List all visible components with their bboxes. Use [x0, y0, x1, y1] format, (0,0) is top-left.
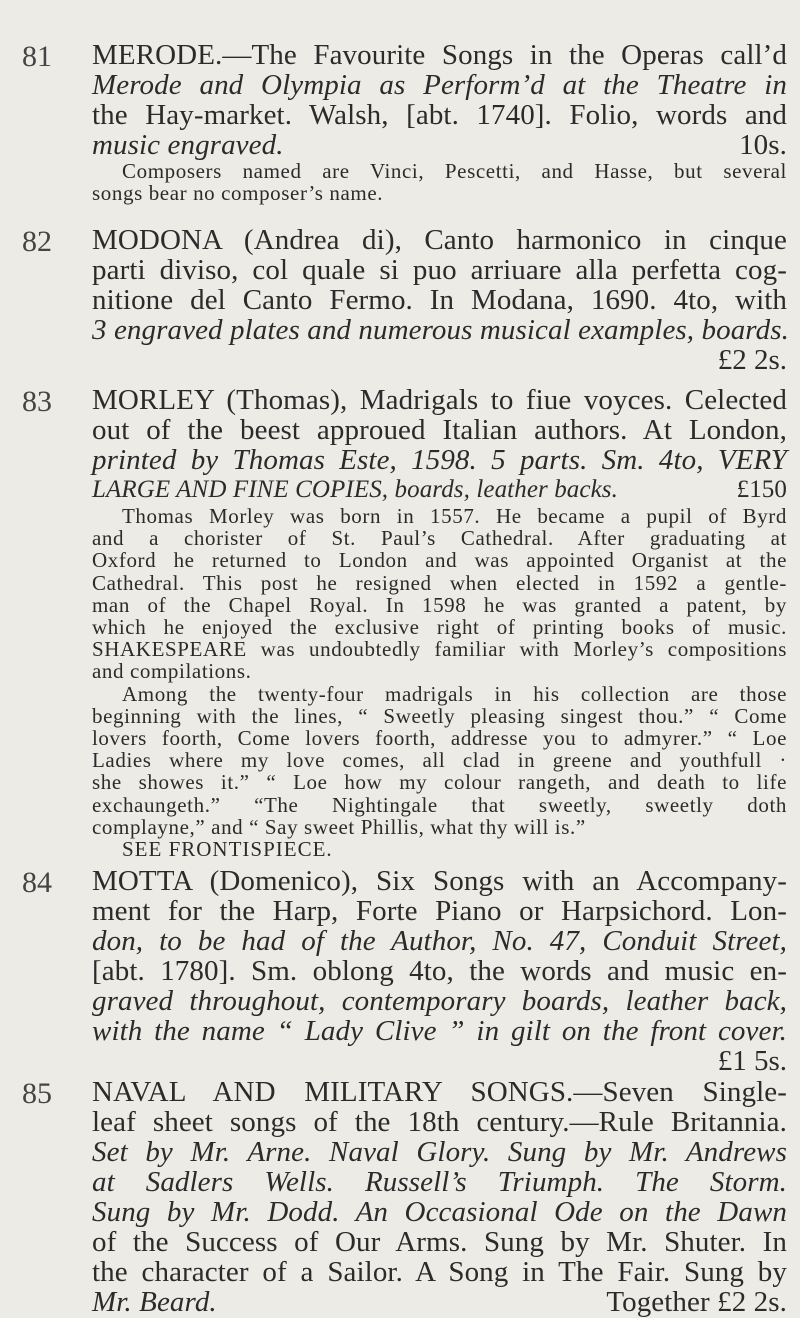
note-line: Among the twenty-four madrigals in his collection are those [122, 681, 787, 706]
lot-number: 82 [22, 225, 52, 258]
note-line: beginning with the lines, “ Sweetly pleasing singest thou.” “ Come [92, 703, 787, 728]
price: 10s. [739, 129, 787, 161]
description-line-with-price [92, 130, 787, 160]
description-line: with the name “ Lady Clive ” in gilt on the front cover. [92, 1015, 787, 1047]
note-line: she showes it.” “ Loe how my colour rangeth, and death to life [92, 770, 787, 795]
description-line: ment for the Harp, Forte Piano or Harpsichord. Lon- [92, 895, 787, 927]
description-line: parti diviso, col quale si puo arriuare alla perfetta cog- [92, 254, 787, 286]
description-line: 3 engraved plates and numerous musical examples, boards. [92, 314, 789, 346]
note-line: Cathedral. This post he resigned when elected in 1592 a gentle- [92, 570, 787, 595]
note-line: Ladies where my love comes, all clad in greene and youthfull · [92, 748, 787, 773]
entry-description [92, 40, 787, 204]
note-line: lovers foorth, Come lovers foorth, addresse you to admyrer.” “ Loe [92, 726, 787, 751]
lot-number: 85 [22, 1077, 52, 1110]
price: £1 5s. [717, 1045, 787, 1077]
note-line: songs bear no composer’s name. [92, 181, 384, 206]
description-line: MERODE.—The Favourite Songs in the Operas call’d [92, 39, 787, 71]
price: £2 2s. [717, 344, 787, 376]
entry-description [92, 1077, 787, 1317]
note-line: and a chorister of St. Paul’s Cathedral. After graduating at [92, 526, 787, 551]
description-line: nitione del Canto Fermo. In Modana, 1690. 4to, with [92, 284, 787, 316]
description-line: the character of a Sailor. A Song in The Fair. Sung by [92, 1256, 787, 1288]
description-line: leaf sheet songs of the 18th century.—Rule Britannia. [92, 1106, 787, 1138]
description-line: the Hay-market. Walsh, [abt. 1740]. Folio, words and [92, 99, 787, 131]
note-line: exchaungeth.” “The Nightingale that sweetly, sweetly doth [92, 792, 787, 817]
description-line: at Sadlers Wells. Russell’s Triumph. The Storm. [92, 1166, 787, 1198]
description-line: LARGE AND FINE COPIES, boards, leather backs. [92, 476, 618, 503]
note-line: Thomas Morley was born in 1557. He became a pupil of Byrd [122, 504, 787, 528]
description-line: Set by Mr. Arne. Naval Glory. Sung by Mr. Andrews [92, 1136, 787, 1168]
lot-number: 84 [22, 866, 52, 899]
note-line: which he enjoyed the exclusive right of printing books of music. [92, 615, 787, 640]
entry-description [92, 866, 787, 1076]
description-line-with-price [92, 475, 787, 505]
description-line-with-price [92, 1287, 787, 1317]
description-line: don, to be had of the Author, No. 47, Conduit Street, [92, 925, 787, 957]
price: Together £2 2s. [606, 1286, 787, 1318]
note-line: SHAKESPEARE was undoubtedly familiar with Morley’s compositions [92, 637, 787, 662]
description-line: Mr. Beard. [92, 1286, 217, 1318]
note-line: Composers named are Vinci, Pescetti, and Hasse, but several [122, 159, 787, 183]
description-line: Sung by Mr. Dodd. An Occasional Ode on the Dawn [92, 1196, 787, 1228]
description-line: printed by Thomas Este, 1598. 5 parts. Sm. 4to, VERY [92, 444, 787, 476]
description-line: out of the beest approued Italian authors. At London, [92, 414, 787, 446]
note-line: complayne,” and “ Say sweet Phillis, what thy will is.” [92, 814, 586, 839]
description-line: MODONA (Andrea di), Canto harmonico in cinque [92, 224, 787, 256]
description-line: of the Success of Our Arms. Sung by Mr. Shuter. In [92, 1226, 787, 1258]
description-line: NAVAL AND MILITARY SONGS.—Seven Single- [92, 1076, 787, 1108]
lot-number: 83 [22, 385, 52, 418]
note-line: man of the Chapel Royal. In 1598 he was granted a patent, by [92, 592, 787, 617]
lot-number: 81 [22, 40, 52, 73]
note-line: Oxford he returned to London and was appointed Organist at the [92, 548, 787, 573]
description-line: [abt. 1780]. Sm. oblong 4to, the words and music en- [92, 955, 787, 987]
price: £150 [736, 476, 787, 503]
entry-description [92, 385, 787, 860]
description-line: graved throughout, contemporary boards, leather back, [92, 985, 787, 1017]
description-line: Merode and Olympia as Perform’d at the Theatre in [92, 69, 787, 101]
description-line: music engraved. [92, 129, 284, 161]
description-line: MORLEY (Thomas), Madrigals to fiue voyces. Celected [92, 384, 787, 416]
entry-description [92, 225, 787, 375]
note-line: SEE FRONTISPIECE. [122, 837, 333, 862]
note-line: and compilations. [92, 659, 252, 684]
description-line: MOTTA (Domenico), Six Songs with an Accompany- [92, 865, 787, 897]
